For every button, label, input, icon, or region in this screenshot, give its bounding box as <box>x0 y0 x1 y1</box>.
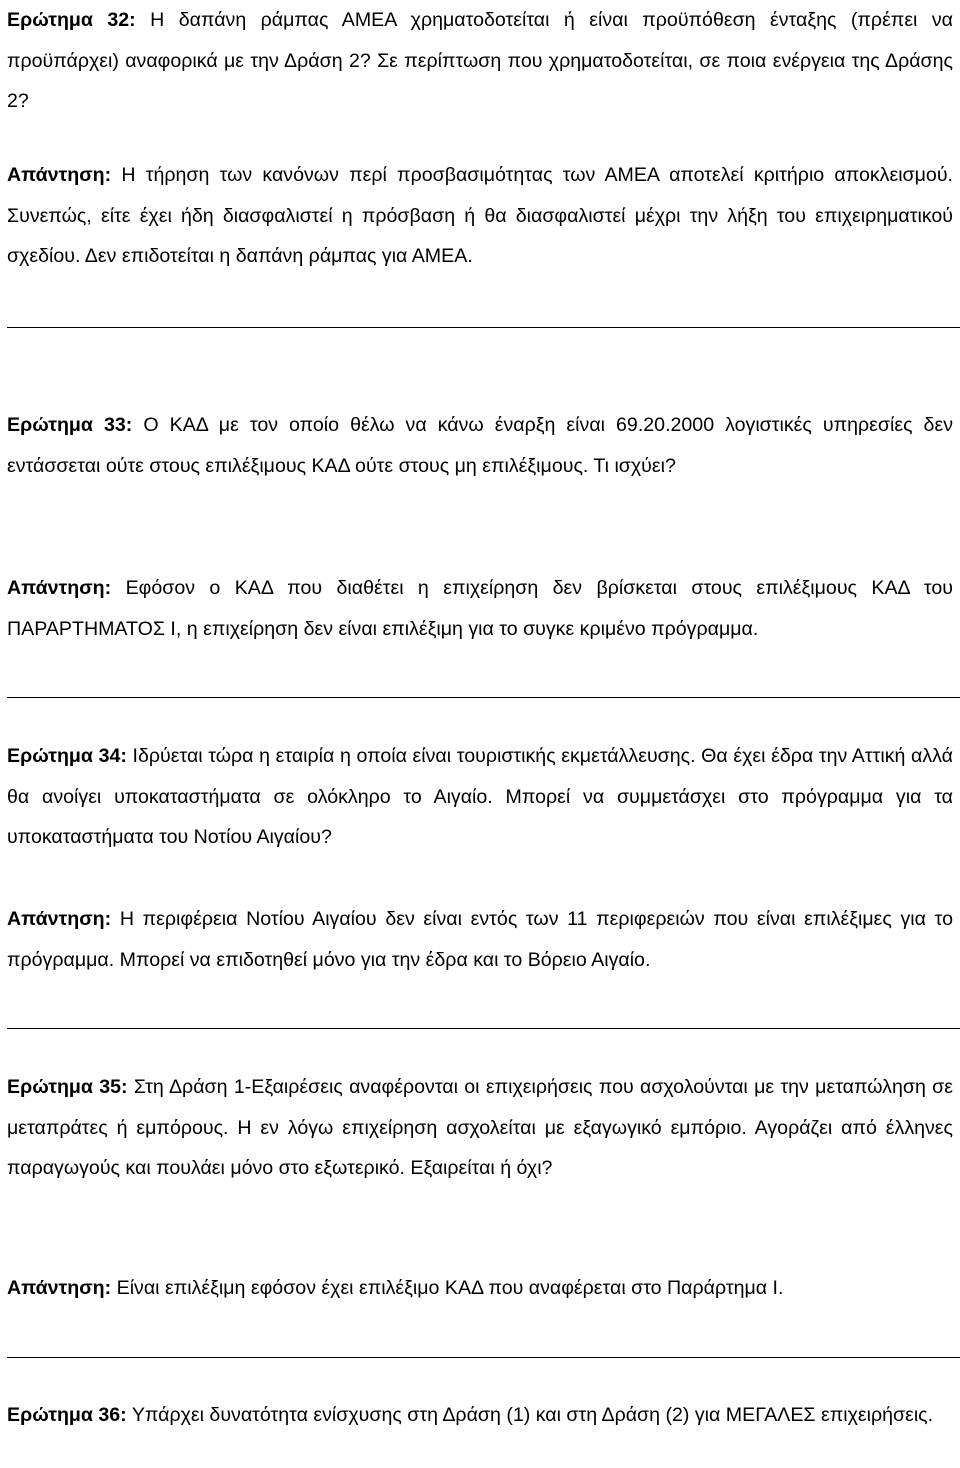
question-label: Ερώτημα 34: <box>7 745 127 767</box>
question-34 <box>7 736 953 858</box>
answer-32 <box>7 155 953 277</box>
answer-label: Απάντηση: <box>7 577 112 599</box>
separator-line <box>7 697 960 698</box>
question-text: Υπάρχει δυνατότητα ενίσχυσης στη Δράση (1) και στη Δράση (2) για ΜΕΓΑΛΕΣ επιχειρήσεις. <box>131 1404 934 1426</box>
question-35 <box>7 1067 953 1189</box>
answer-label: Απάντηση: <box>7 908 112 930</box>
question-text: Ιδρύεται τώρα η εταιρία η οποία είναι τουριστικής εκμετάλλευσης. Θα έχει έδρα την Αττική αλλά θα ανοίγει υποκαταστήματα σε ολόκληρο το Αιγαίο. Μπορεί να συμμετάσχει στο πρόγραμμα για τα υποκαταστήματα του Νοτίου Αιγαίου? <box>7 745 953 848</box>
answer-text: Είναι επιλέξιμη εφόσον έχει επιλέξιμο ΚΑΔ που αναφέρεται στο Παράρτημα Ι. <box>116 1277 784 1299</box>
answer-text: Εφόσον ο ΚΑΔ που διαθέτει η επιχείρηση δεν βρίσκεται στους επιλέξιμους ΚΑΔ του ΠΑΡΑΡΤΗΜΑΤΟΣ Ι, η επιχείρηση δεν είναι επιλέξιμη για το συγκε κριμένο πρόγραμμα. <box>7 577 953 640</box>
question-text: Ο ΚΑΔ με τον οποίο θέλω να κάνω έναρξη είναι 69.20.2000 λογιστικές υπηρεσίες δεν εντάσσεται ούτε στους επιλέξιμους ΚΑΔ ούτε στους μη επιλέξιμους. Τι ισχύει? <box>7 414 953 477</box>
question-label: Ερώτημα 35: <box>7 1076 128 1098</box>
answer-34 <box>7 899 953 980</box>
answer-text: Η περιφέρεια Νοτίου Αιγαίου δεν είναι εντός των 11 περιφερειών που είναι επιλέξιμες για το πρόγραμμα. Μπορεί να επιδοτηθεί μόνο για την έδρα και το Βόρειο Αιγαίο. <box>7 908 953 971</box>
separator-line <box>7 1028 960 1029</box>
answer-label: Απάντηση: <box>7 164 112 186</box>
question-label: Ερώτημα 32: <box>7 9 136 31</box>
answer-label: Απάντηση: <box>7 1277 112 1299</box>
question-label: Ερώτημα 33: <box>7 414 133 436</box>
question-36 <box>7 1395 953 1436</box>
answer-text: Η τήρηση των κανόνων περί προσβασιμότητας των ΑΜΕΑ αποτελεί κριτήριο αποκλεισμού. Συνεπώς, είτε έχει ήδη διασφαλιστεί η πρόσβαση ή θα διασφαλιστεί μέχρι την λήξη του επιχειρηματικού σχεδίου. Δεν επιδοτείται η δαπάνη ράμπας για ΑΜΕΑ. <box>7 164 953 267</box>
separator-line <box>7 1357 960 1358</box>
question-33 <box>7 405 953 486</box>
separator-line <box>7 327 960 328</box>
question-text: Στη Δράση 1-Εξαιρέσεις αναφέρονται οι επιχειρήσεις που ασχολούνται με την μεταπώληση σε μεταπράτες ή εμπόρους. Η εν λόγω επιχείρηση ασχολείται με εξαγωγικό εμπόριο. Αγοράζει από έλληνες παραγωγούς και πουλάει μόνο στο εξωτερικό. Εξαιρείται ή όχι? <box>7 1076 953 1179</box>
question-32 <box>7 0 953 122</box>
answer-35 <box>7 1268 953 1309</box>
question-label: Ερώτημα 36: <box>7 1404 127 1426</box>
answer-33 <box>7 568 953 649</box>
question-text: Η δαπάνη ράμπας ΑΜΕΑ χρηματοδοτείται ή είναι προϋπόθεση ένταξης (πρέπει να προϋπάρχει) αναφορικά με την Δράση 2? Σε περίπτωση που χρηματοδοτείται, σε ποια ενέργεια της Δράσης 2? <box>7 9 953 112</box>
